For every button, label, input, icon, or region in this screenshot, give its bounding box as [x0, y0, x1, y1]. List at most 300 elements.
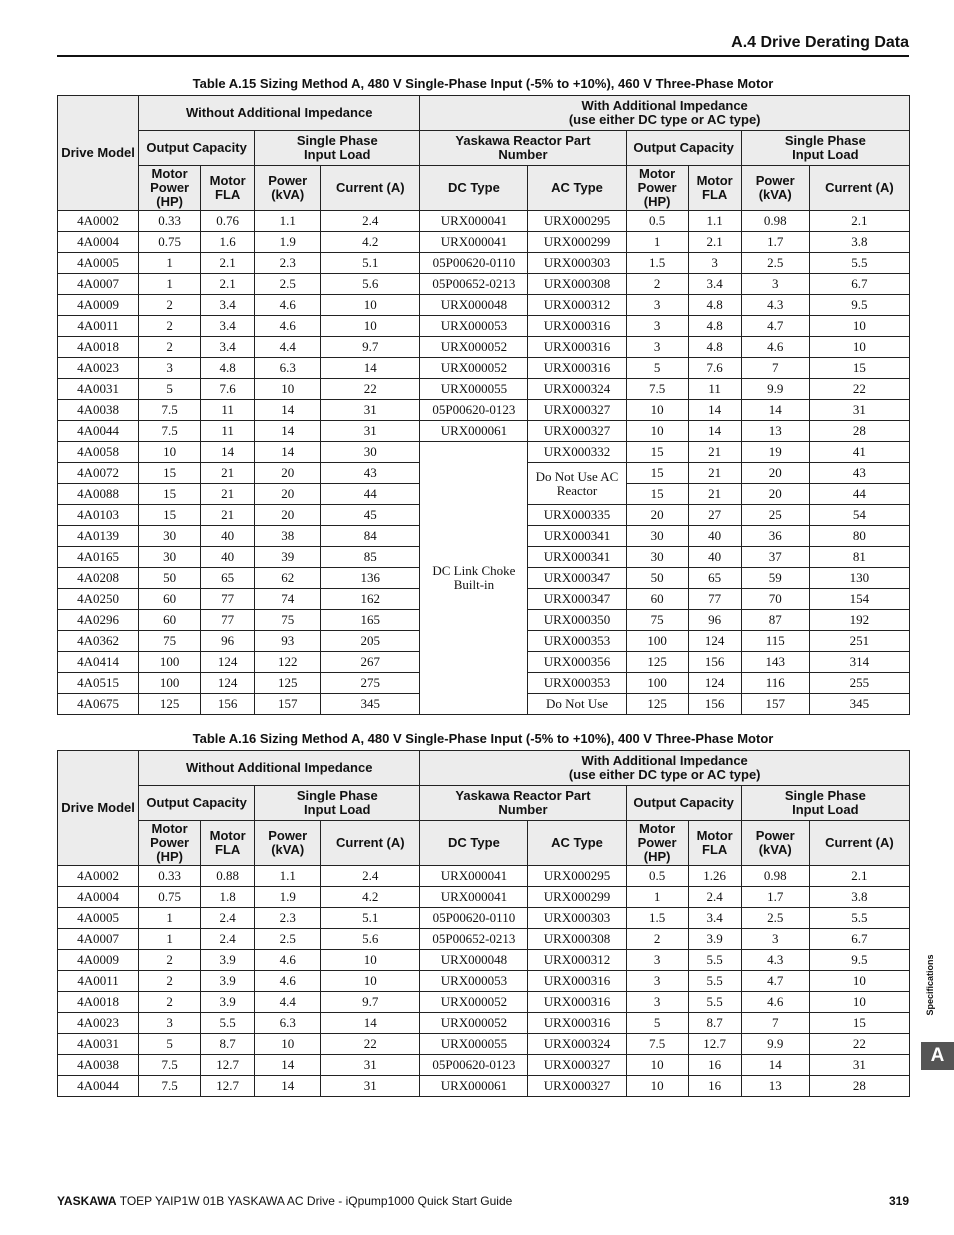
- motor-fla-header: Motor FLA: [201, 166, 255, 211]
- current-cell: 5.6: [321, 274, 420, 295]
- ac-type-cell: URX000341: [528, 547, 626, 568]
- motor-power-header: Motor Power (HP): [139, 166, 201, 211]
- power-kva-cell: 0.98: [741, 211, 809, 232]
- motor-power-cell: 0.75: [139, 232, 201, 253]
- power-kva-cell: 125: [255, 673, 321, 694]
- current-header: Current (A): [809, 821, 909, 866]
- ac-type-cell: URX000316: [528, 971, 626, 992]
- motor-fla-cell: 3.4: [688, 274, 741, 295]
- motor-power-cell: 10: [626, 421, 688, 442]
- table-row: [58, 316, 910, 337]
- current-cell: 30: [321, 442, 420, 463]
- current-cell: 267: [321, 652, 420, 673]
- drive-model-cell: 4A0414: [58, 652, 139, 673]
- motor-fla-header: Motor FLA: [201, 821, 255, 866]
- current-cell: 10: [321, 971, 420, 992]
- drive-model-cell: 4A0044: [58, 1076, 139, 1097]
- motor-fla-cell: 14: [201, 442, 255, 463]
- motor-power-cell: 1: [626, 232, 688, 253]
- table-row: [58, 211, 910, 232]
- power-kva-cell: 1.7: [741, 887, 809, 908]
- power-kva-cell: 1.9: [255, 887, 321, 908]
- power-kva-cell: 1.1: [255, 866, 321, 887]
- current-cell: 85: [321, 547, 420, 568]
- motor-power-cell: 1: [626, 887, 688, 908]
- motor-fla-cell: 1.1: [688, 211, 741, 232]
- power-kva-cell: 87: [741, 610, 809, 631]
- current-cell: 22: [321, 379, 420, 400]
- current-cell: 6.7: [809, 274, 909, 295]
- motor-power-cell: 125: [626, 652, 688, 673]
- drive-model-cell: 4A0023: [58, 1013, 139, 1034]
- current-cell: 2.4: [321, 866, 420, 887]
- motor-fla-cell: 14: [688, 421, 741, 442]
- drive-model-cell: 4A0103: [58, 505, 139, 526]
- table-row: [58, 295, 910, 316]
- motor-power-cell: 125: [626, 694, 688, 715]
- power-kva-cell: 4.4: [255, 337, 321, 358]
- motor-power-cell: 30: [139, 547, 201, 568]
- motor-fla-cell: 4.8: [688, 316, 741, 337]
- table-row: [58, 442, 910, 463]
- motor-fla-cell: 21: [688, 484, 741, 505]
- current-cell: 22: [809, 1034, 909, 1055]
- current-cell: 5.6: [321, 929, 420, 950]
- output-capacity-header: Output Capacity: [626, 786, 741, 821]
- power-kva-cell: 116: [741, 673, 809, 694]
- current-cell: 10: [809, 337, 909, 358]
- table-row: [58, 1055, 910, 1076]
- dc-type-cell: 05P00620-0110: [420, 253, 528, 274]
- current-cell: 4.2: [321, 232, 420, 253]
- current-cell: 314: [809, 652, 909, 673]
- ac-type-cell: URX000303: [528, 908, 626, 929]
- motor-fla-cell: 11: [201, 400, 255, 421]
- power-kva-cell: 20: [255, 484, 321, 505]
- power-kva-cell: 14: [741, 400, 809, 421]
- drive-model-cell: 4A0031: [58, 379, 139, 400]
- current-cell: 43: [321, 463, 420, 484]
- current-cell: 9.5: [809, 295, 909, 316]
- ac-type-cell: URX000356: [528, 652, 626, 673]
- motor-fla-cell: 5.5: [688, 950, 741, 971]
- motor-power-cell: 2: [139, 316, 201, 337]
- current-cell: 255: [809, 673, 909, 694]
- current-cell: 31: [809, 400, 909, 421]
- current-cell: 80: [809, 526, 909, 547]
- power-kva-cell: 3: [741, 274, 809, 295]
- motor-power-cell: 3: [139, 1013, 201, 1034]
- current-cell: 15: [809, 1013, 909, 1034]
- dc-type-cell: URX000053: [420, 971, 528, 992]
- footer-brand: YASKAWA: [57, 1194, 117, 1208]
- section-title: A.4 Drive Derating Data: [731, 34, 909, 51]
- motor-fla-cell: 65: [201, 568, 255, 589]
- motor-power-cell: 125: [139, 694, 201, 715]
- do-not-use-ac-reactor-note: Do Not Use AC Reactor: [528, 463, 626, 505]
- with-impedance-header: With Additional Impedance (use either DC type or AC type): [420, 96, 910, 131]
- motor-power-cell: 1: [139, 908, 201, 929]
- motor-fla-cell: 77: [688, 589, 741, 610]
- drive-model-cell: 4A0023: [58, 358, 139, 379]
- drive-model-cell: 4A0009: [58, 950, 139, 971]
- motor-power-cell: 15: [139, 505, 201, 526]
- motor-fla-cell: 21: [688, 442, 741, 463]
- motor-power-cell: 15: [139, 484, 201, 505]
- current-cell: 43: [809, 463, 909, 484]
- current-header: Current (A): [321, 821, 420, 866]
- power-kva-cell: 143: [741, 652, 809, 673]
- table-row: [58, 887, 910, 908]
- output-capacity-header: Output Capacity: [139, 131, 255, 166]
- motor-power-cell: 5: [626, 1013, 688, 1034]
- current-cell: 10: [321, 316, 420, 337]
- current-cell: 2.1: [809, 866, 909, 887]
- motor-power-cell: 2: [139, 337, 201, 358]
- motor-fla-cell: 16: [688, 1076, 741, 1097]
- ac-type-cell: URX000350: [528, 610, 626, 631]
- current-cell: 10: [809, 971, 909, 992]
- power-kva-cell: 13: [741, 1076, 809, 1097]
- ac-type-cell: URX000353: [528, 631, 626, 652]
- motor-power-cell: 10: [626, 1076, 688, 1097]
- current-cell: 22: [321, 1034, 420, 1055]
- power-kva-cell: 9.9: [741, 1034, 809, 1055]
- power-kva-cell: 10: [255, 1034, 321, 1055]
- power-kva-cell: 14: [255, 442, 321, 463]
- power-kva-cell: 10: [255, 379, 321, 400]
- drive-model-cell: 4A0018: [58, 337, 139, 358]
- drive-model-cell: 4A0208: [58, 568, 139, 589]
- power-kva-cell: 1.7: [741, 232, 809, 253]
- table-row: [58, 253, 910, 274]
- power-kva-cell: 70: [741, 589, 809, 610]
- side-section-label-text: Specifications: [925, 954, 935, 1016]
- motor-fla-cell: 2.1: [201, 274, 255, 295]
- ac-type-cell: URX000347: [528, 589, 626, 610]
- power-kva-cell: 7: [741, 358, 809, 379]
- current-cell: 3.8: [809, 887, 909, 908]
- motor-power-cell: 7.5: [139, 1076, 201, 1097]
- current-cell: 10: [809, 992, 909, 1013]
- table-row: [58, 1076, 910, 1097]
- ac-type-cell: URX000299: [528, 887, 626, 908]
- power-kva-cell: 9.9: [741, 379, 809, 400]
- ac-type-cell: URX000341: [528, 526, 626, 547]
- motor-power-cell: 50: [139, 568, 201, 589]
- table-row: [58, 950, 910, 971]
- motor-power-cell: 7.5: [139, 421, 201, 442]
- power-kva-cell: 4.6: [255, 971, 321, 992]
- motor-fla-cell: 11: [688, 379, 741, 400]
- single-phase-input-load-header: Single Phase Input Load: [255, 786, 420, 821]
- ac-type-header: AC Type: [528, 821, 626, 866]
- dc-type-cell: URX000041: [420, 211, 528, 232]
- power-kva-cell: 14: [255, 400, 321, 421]
- power-kva-header: Power (kVA): [255, 821, 321, 866]
- power-kva-cell: 74: [255, 589, 321, 610]
- dc-type-cell: URX000048: [420, 295, 528, 316]
- motor-power-cell: 2: [626, 274, 688, 295]
- current-cell: 14: [321, 1013, 420, 1034]
- dc-type-cell: 05P00620-0110: [420, 908, 528, 929]
- current-cell: 345: [809, 694, 909, 715]
- current-cell: 5.1: [321, 253, 420, 274]
- drive-model-cell: 4A0675: [58, 694, 139, 715]
- motor-power-cell: 0.5: [626, 211, 688, 232]
- dc-type-cell: URX000061: [420, 421, 528, 442]
- current-cell: 28: [809, 1076, 909, 1097]
- motor-fla-header: Motor FLA: [688, 166, 741, 211]
- power-kva-cell: 14: [255, 1076, 321, 1097]
- motor-power-cell: 3: [626, 316, 688, 337]
- power-kva-cell: 4.6: [741, 992, 809, 1013]
- power-kva-cell: 115: [741, 631, 809, 652]
- current-cell: 165: [321, 610, 420, 631]
- motor-power-cell: 2: [626, 929, 688, 950]
- power-kva-cell: 1.9: [255, 232, 321, 253]
- motor-power-cell: 50: [626, 568, 688, 589]
- table-row: [58, 908, 910, 929]
- power-kva-cell: 4.3: [741, 950, 809, 971]
- motor-fla-cell: 8.7: [688, 1013, 741, 1034]
- motor-power-cell: 3: [626, 992, 688, 1013]
- power-kva-cell: 2.3: [255, 253, 321, 274]
- ac-type-cell: URX000327: [528, 421, 626, 442]
- motor-power-header: Motor Power (HP): [626, 166, 688, 211]
- power-kva-header: Power (kVA): [255, 166, 321, 211]
- power-kva-cell: 13: [741, 421, 809, 442]
- table-row: [58, 421, 910, 442]
- drive-model-cell: 4A0005: [58, 908, 139, 929]
- motor-fla-cell: 21: [201, 505, 255, 526]
- motor-fla-cell: 5.5: [688, 992, 741, 1013]
- motor-fla-cell: 0.76: [201, 211, 255, 232]
- power-kva-cell: 4.6: [255, 295, 321, 316]
- current-cell: 15: [809, 358, 909, 379]
- motor-fla-cell: 40: [201, 547, 255, 568]
- table-row: [58, 866, 910, 887]
- current-cell: 10: [321, 950, 420, 971]
- motor-power-cell: 0.75: [139, 887, 201, 908]
- motor-fla-cell: 3: [688, 253, 741, 274]
- power-kva-cell: 36: [741, 526, 809, 547]
- drive-model-cell: 4A0044: [58, 421, 139, 442]
- motor-fla-cell: 1.26: [688, 866, 741, 887]
- motor-fla-cell: 156: [688, 694, 741, 715]
- drive-model-cell: 4A0165: [58, 547, 139, 568]
- drive-model-cell: 4A0038: [58, 1055, 139, 1076]
- motor-fla-cell: 156: [688, 652, 741, 673]
- motor-fla-cell: 3.9: [201, 971, 255, 992]
- power-kva-cell: 4.3: [741, 295, 809, 316]
- dc-type-cell: URX000041: [420, 232, 528, 253]
- motor-fla-cell: 27: [688, 505, 741, 526]
- table-row: [58, 400, 910, 421]
- current-cell: 22: [809, 379, 909, 400]
- power-kva-cell: 20: [741, 484, 809, 505]
- ac-type-cell: URX000324: [528, 379, 626, 400]
- ac-type-cell: URX000332: [528, 442, 626, 463]
- current-cell: 2.1: [809, 211, 909, 232]
- drive-model-cell: 4A0011: [58, 316, 139, 337]
- current-cell: 5.5: [809, 253, 909, 274]
- ac-type-cell: URX000327: [528, 400, 626, 421]
- ac-type-cell: URX000312: [528, 295, 626, 316]
- power-kva-cell: 157: [255, 694, 321, 715]
- dc-type-cell: URX000052: [420, 358, 528, 379]
- power-kva-cell: 4.4: [255, 992, 321, 1013]
- motor-fla-cell: 77: [201, 589, 255, 610]
- motor-fla-cell: 3.9: [201, 992, 255, 1013]
- drive-model-cell: 4A0005: [58, 253, 139, 274]
- motor-fla-cell: 3.4: [201, 316, 255, 337]
- current-cell: 9.5: [809, 950, 909, 971]
- drive-model-header: Drive Model: [58, 751, 139, 866]
- motor-power-header: Motor Power (HP): [626, 821, 688, 866]
- dc-type-header: DC Type: [420, 821, 528, 866]
- motor-fla-cell: 1.6: [201, 232, 255, 253]
- current-cell: 9.7: [321, 337, 420, 358]
- motor-fla-cell: 4.8: [688, 337, 741, 358]
- motor-fla-cell: 21: [201, 463, 255, 484]
- table-a16: [57, 750, 910, 1097]
- power-kva-cell: 6.3: [255, 1013, 321, 1034]
- motor-fla-cell: 11: [201, 421, 255, 442]
- motor-power-cell: 60: [139, 610, 201, 631]
- power-kva-cell: 2.3: [255, 908, 321, 929]
- current-cell: 205: [321, 631, 420, 652]
- current-cell: 9.7: [321, 992, 420, 1013]
- ac-type-cell: URX000324: [528, 1034, 626, 1055]
- power-kva-cell: 38: [255, 526, 321, 547]
- motor-power-cell: 15: [626, 463, 688, 484]
- motor-power-cell: 15: [139, 463, 201, 484]
- table-row: [58, 971, 910, 992]
- dc-type-cell: URX000061: [420, 1076, 528, 1097]
- motor-fla-cell: 2.4: [201, 908, 255, 929]
- drive-model-cell: 4A0072: [58, 463, 139, 484]
- motor-fla-cell: 2.4: [201, 929, 255, 950]
- reactor-part-number-header: Yaskawa Reactor Part Number: [420, 786, 626, 821]
- current-cell: 44: [321, 484, 420, 505]
- single-phase-input-load-header: Single Phase Input Load: [255, 131, 420, 166]
- current-cell: 44: [809, 484, 909, 505]
- motor-fla-cell: 40: [688, 526, 741, 547]
- power-kva-cell: 20: [255, 505, 321, 526]
- drive-model-cell: 4A0002: [58, 866, 139, 887]
- output-capacity-header: Output Capacity: [139, 786, 255, 821]
- power-kva-header: Power (kVA): [741, 166, 809, 211]
- ac-type-cell: URX000308: [528, 929, 626, 950]
- dc-type-cell: URX000052: [420, 1013, 528, 1034]
- power-kva-cell: 4.7: [741, 971, 809, 992]
- power-kva-cell: 93: [255, 631, 321, 652]
- drive-model-cell: 4A0038: [58, 400, 139, 421]
- ac-type-cell: URX000335: [528, 505, 626, 526]
- ac-type-cell: URX000312: [528, 950, 626, 971]
- power-kva-cell: 20: [255, 463, 321, 484]
- motor-fla-cell: 3.9: [201, 950, 255, 971]
- power-kva-cell: 75: [255, 610, 321, 631]
- current-cell: 162: [321, 589, 420, 610]
- motor-fla-cell: 0.88: [201, 866, 255, 887]
- power-kva-cell: 4.6: [255, 316, 321, 337]
- power-kva-cell: 59: [741, 568, 809, 589]
- power-kva-cell: 39: [255, 547, 321, 568]
- motor-power-cell: 75: [626, 610, 688, 631]
- motor-power-cell: 7.5: [626, 1034, 688, 1055]
- dc-type-cell: 05P00652-0213: [420, 929, 528, 950]
- motor-fla-cell: 7.6: [688, 358, 741, 379]
- current-cell: 14: [321, 358, 420, 379]
- motor-power-cell: 30: [139, 526, 201, 547]
- motor-power-cell: 2: [139, 971, 201, 992]
- drive-model-cell: 4A0004: [58, 887, 139, 908]
- motor-fla-cell: 5.5: [688, 971, 741, 992]
- header-rule: [57, 55, 909, 57]
- drive-model-cell: 4A0031: [58, 1034, 139, 1055]
- motor-fla-cell: 12.7: [201, 1055, 255, 1076]
- motor-power-cell: 0.33: [139, 866, 201, 887]
- current-cell: 31: [321, 421, 420, 442]
- current-cell: 192: [809, 610, 909, 631]
- motor-power-cell: 100: [626, 673, 688, 694]
- motor-power-cell: 3: [626, 950, 688, 971]
- motor-power-cell: 10: [139, 442, 201, 463]
- current-cell: 251: [809, 631, 909, 652]
- current-cell: 130: [809, 568, 909, 589]
- current-cell: 10: [321, 295, 420, 316]
- drive-model-cell: 4A0018: [58, 992, 139, 1013]
- power-kva-cell: 37: [741, 547, 809, 568]
- motor-power-cell: 5: [139, 1034, 201, 1055]
- footer-doc-title: TOEP YAIP1W 01B YASKAWA AC Drive - iQpump1000 Quick Start Guide: [119, 1194, 513, 1208]
- dc-type-cell: URX000055: [420, 379, 528, 400]
- power-kva-cell: 7: [741, 1013, 809, 1034]
- motor-fla-cell: 3.9: [688, 929, 741, 950]
- current-cell: 84: [321, 526, 420, 547]
- current-cell: 31: [321, 1055, 420, 1076]
- power-kva-cell: 4.6: [741, 337, 809, 358]
- reactor-part-number-header: Yaskawa Reactor Part Number: [420, 131, 626, 166]
- motor-power-cell: 1: [139, 929, 201, 950]
- table-row: [58, 1034, 910, 1055]
- power-kva-cell: 2.5: [741, 908, 809, 929]
- motor-power-cell: 30: [626, 526, 688, 547]
- motor-power-cell: 10: [626, 400, 688, 421]
- motor-power-cell: 1.5: [626, 253, 688, 274]
- current-cell: 31: [809, 1055, 909, 1076]
- motor-power-cell: 5: [139, 379, 201, 400]
- drive-model-cell: 4A0515: [58, 673, 139, 694]
- output-capacity-header: Output Capacity: [626, 131, 741, 166]
- ac-type-cell: URX000308: [528, 274, 626, 295]
- current-header: Current (A): [809, 166, 909, 211]
- motor-power-cell: 60: [626, 589, 688, 610]
- motor-fla-cell: 124: [688, 673, 741, 694]
- power-kva-cell: 4.6: [255, 950, 321, 971]
- motor-power-cell: 100: [139, 673, 201, 694]
- motor-power-cell: 75: [139, 631, 201, 652]
- dc-type-cell: 05P00620-0123: [420, 400, 528, 421]
- power-kva-cell: 14: [741, 1055, 809, 1076]
- motor-fla-cell: 3.4: [688, 908, 741, 929]
- single-phase-input-load-header: Single Phase Input Load: [741, 131, 909, 166]
- motor-power-cell: 60: [139, 589, 201, 610]
- ac-type-cell: URX000316: [528, 337, 626, 358]
- ac-type-cell: URX000303: [528, 253, 626, 274]
